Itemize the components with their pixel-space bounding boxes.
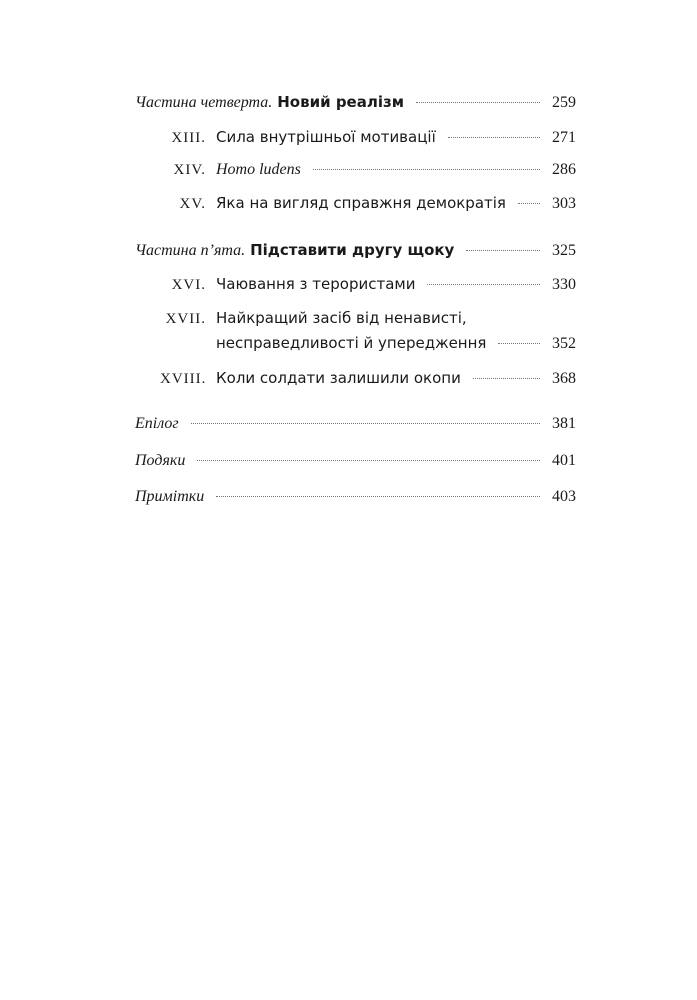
chapter-numeral: XVIII.	[160, 371, 207, 387]
chapter-numeral: XVI.	[171, 277, 206, 293]
part-title: Новий реалізм	[277, 93, 404, 111]
toc-chapter-15[interactable]	[160, 193, 576, 214]
toc-chapter-18[interactable]	[160, 368, 576, 389]
chapter-title: Homo ludens	[216, 161, 301, 178]
dot-leader	[191, 423, 540, 424]
toc-epilogue[interactable]	[135, 414, 576, 434]
back-matter-title: Примітки	[135, 488, 205, 505]
page-number: 403	[552, 488, 576, 505]
dot-leader	[416, 102, 540, 103]
dot-leader	[466, 250, 540, 251]
chapter-title: Яка на вигляд справжня демократія	[216, 194, 506, 212]
toc-part-four[interactable]	[135, 92, 576, 113]
toc-chapter-16[interactable]	[160, 274, 576, 295]
toc-notes[interactable]	[135, 487, 576, 507]
chapter-numeral: XV.	[179, 196, 206, 212]
page-number: 330	[552, 276, 576, 293]
chapter-title-line1: Найкращий засіб від ненависті,	[216, 309, 467, 327]
chapter-title: Сила внутрішньої мотивації	[216, 128, 436, 146]
chapter-numeral: XIV.	[173, 162, 206, 178]
page-number: 401	[552, 452, 576, 469]
part-label: Частина п’ята.	[135, 242, 246, 259]
part-title: Підставити другу щоку	[250, 241, 455, 259]
chapter-title: Чаювання з терористами	[216, 275, 416, 293]
dot-leader	[498, 343, 540, 344]
back-matter-title: Епілог	[135, 415, 179, 432]
dot-leader	[427, 284, 540, 285]
dot-leader	[448, 137, 540, 138]
dot-leader	[473, 378, 540, 379]
page-number: 286	[552, 161, 576, 178]
toc-chapter-14[interactable]	[160, 160, 576, 180]
chapter-numeral: XIII.	[171, 130, 206, 146]
dot-leader	[313, 169, 540, 170]
back-matter-title: Подяки	[135, 452, 186, 469]
toc-acknowledgements[interactable]	[135, 451, 576, 471]
page-number: 259	[552, 94, 576, 111]
page-number: 271	[552, 129, 576, 146]
dot-leader	[197, 460, 540, 461]
chapter-title: Коли солдати залишили окопи	[216, 369, 461, 387]
part-label: Частина четверта.	[135, 94, 273, 111]
dot-leader	[216, 496, 540, 497]
page-number: 381	[552, 415, 576, 432]
page-number: 352	[552, 335, 576, 352]
chapter-title-line2: несправедливості й упередження	[216, 334, 487, 352]
page-number: 325	[552, 242, 576, 259]
toc-part-five[interactable]	[135, 240, 576, 261]
dot-leader	[518, 203, 540, 204]
page-number: 368	[552, 370, 576, 387]
page-number: 303	[552, 195, 576, 212]
toc-chapter-13[interactable]	[160, 127, 576, 148]
chapter-numeral: XVII.	[165, 311, 206, 327]
